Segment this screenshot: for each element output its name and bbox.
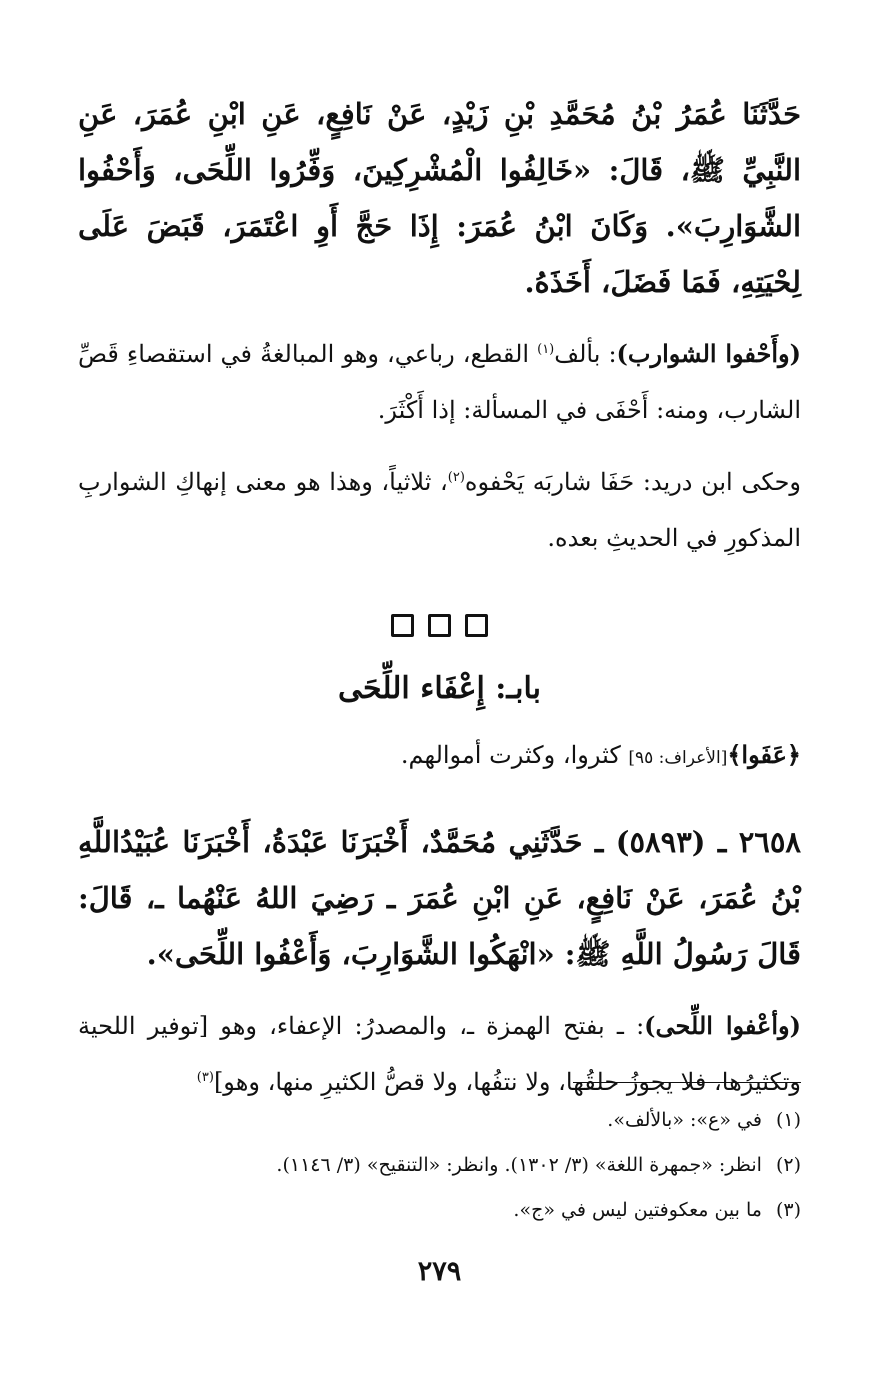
- commentary-2-text-b: ، ثلاثياً، وهذا هو معنى إنهاكِ الشواربِ المذكورِ في الحديثِ بعده.: [78, 468, 801, 552]
- commentary-3-text: : ـ بفتح الهمزة ـ، والمصدرُ: الإعفاء، وهو [توفير اللحية وتكثيرُها، فلا يجوزُ حلقُها، ولا نتفُها، ولا قصُّ الكثيرِ منها، وهو]: [78, 1012, 801, 1096]
- ornament-square-icon: [465, 614, 488, 637]
- footnote-separator: [573, 1082, 801, 1083]
- ornament-square-icon: [391, 614, 414, 637]
- footnote-1: [78, 1098, 801, 1143]
- commentary-1-heading: (وأَحْفوا الشوارب): [616, 339, 801, 368]
- commentary-2: [78, 454, 801, 566]
- commentary-1-text-b: القطع، رباعي، وهو المبالغةُ في استقصاءِ قَصِّ الشارب، ومنه: أَحْفَى في المسألة: إذا أَكْثَرَ.: [78, 340, 801, 424]
- footnote-ref-2[interactable]: (٢): [447, 470, 465, 485]
- chapter-title: بابـ: إِعْفَاء اللِّحَى: [337, 671, 542, 706]
- footnote-number: (٣): [775, 1199, 801, 1221]
- commentary-3-heading: (وأعْفوا اللِّحى): [644, 1011, 801, 1040]
- page-number: ٢٧٩: [417, 1256, 462, 1287]
- hadith-text-2: ٢٦٥٨ ـ (٥٨٩٣) ـ حَدَّثَنِي مُحَمَّدٌ، أَخْبَرَنَا عَبْدَةُ، أَخْبَرَنَا عُبَيْدُاللَّهِ بْنُ عُمَرَ، عَنْ نَافِعٍ، عَنِ ابْنِ عُمَرَ ـ رَضِيَ اللهُ عَنْهُما ـ، قَالَ: قَالَ رَسُولُ اللَّهِ ﷺ: «انْهَكُوا الشَّوَارِبَ، وَأَعْفُوا اللِّحَى».: [78, 825, 801, 971]
- footnote-3: [78, 1188, 801, 1233]
- footnote-2: [78, 1143, 801, 1188]
- footnote-text: في «ع»: «بالألف».: [607, 1109, 762, 1131]
- footnote-text: ما بين معكوفتين ليس في «ج».: [513, 1199, 762, 1221]
- ornament-square-icon: [428, 614, 451, 637]
- footnote-ref-3[interactable]: (٣): [196, 1070, 214, 1085]
- section-divider-ornament: [78, 614, 801, 637]
- quran-gloss-line: [78, 727, 801, 786]
- footnote-ref-1[interactable]: (١): [537, 342, 555, 357]
- quran-word: ﴿عَفَوا﴾: [727, 740, 801, 769]
- footnotes: [78, 1098, 801, 1233]
- quran-reference: [الأعراف: ٩٥]: [628, 748, 728, 768]
- commentary-2-text-a: وحكى ابن دريد: حَفَا شاربَه يَحْفوه: [464, 468, 802, 496]
- footnote-number: (٢): [775, 1154, 801, 1176]
- footnote-number: (١): [775, 1109, 801, 1131]
- commentary-1: [78, 326, 801, 438]
- hadith-text-1: حَدَّثَنَا عُمَرُ بْنُ مُحَمَّدِ بْنِ زَيْدٍ، عَنْ نَافِعٍ، عَنِ ابْنِ عُمَرَ، عَنِ النَّبِيِّ ﷺ، قَالَ: «خَالِفُوا الْمُشْرِكِينَ، وَفِّرُوا اللِّحَى، وَأَحْفُوا الشَّوَارِبَ». وَكَانَ ابْنُ عُمَرَ: إِذَا حَجَّ أَوِ اعْتَمَرَ، قَبَضَ عَلَى لِحْيَتِهِ، فَمَا فَضَلَ، أَخَذَهُ.: [78, 97, 801, 299]
- commentary-3: [78, 998, 801, 1110]
- commentary-1-text-a: : بألف: [554, 340, 617, 368]
- quran-gloss: كثروا، وكثرت أموالهم.: [400, 741, 629, 769]
- footnote-text: انظر: «جمهرة اللغة» (٣/ ١٣٠٢). وانظر: «التنقيح» (٣/ ١١٤٦).: [276, 1154, 762, 1176]
